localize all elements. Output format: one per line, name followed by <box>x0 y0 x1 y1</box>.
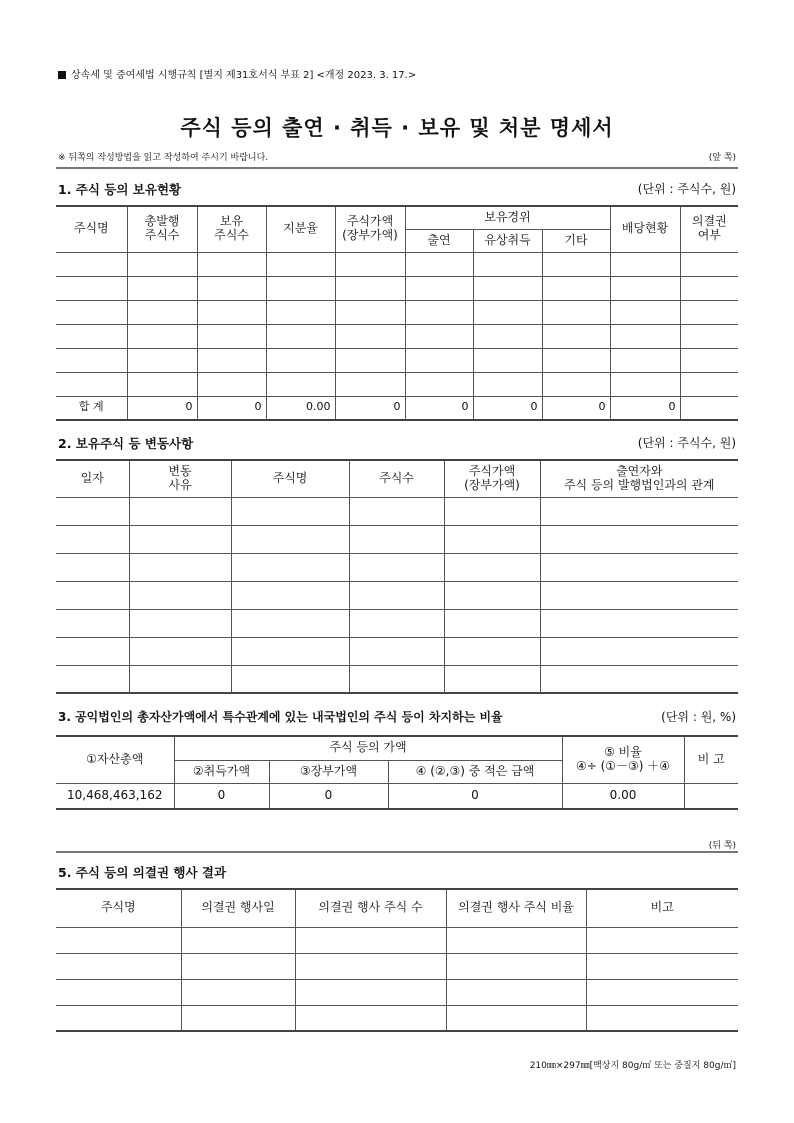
page-title: 주식 등의 출연 · 취득 · 보유 및 처분 명세서 <box>180 116 614 140</box>
table-row <box>56 252 738 276</box>
front-page-label: (앞 쪽) <box>708 153 736 163</box>
total-value <box>680 396 738 420</box>
section1-unit: (단위 : 주식수, 원) <box>637 182 736 196</box>
total-value: 0.00 <box>266 396 335 420</box>
holdings-table <box>56 205 738 421</box>
col-book-value: 주식가액 (장부가액) <box>335 206 405 252</box>
changes-table <box>56 459 738 694</box>
col-stock-name: 주식명 <box>56 889 181 927</box>
table-row <box>56 276 738 300</box>
ratio-table <box>56 735 738 810</box>
voting-table <box>56 888 738 1032</box>
col-reason: 변동 사유 <box>129 460 231 497</box>
table-row <box>56 581 738 609</box>
total-value: 0 <box>197 396 266 420</box>
table-row <box>56 609 738 637</box>
col-stock-name: 주식명 <box>231 460 349 497</box>
remarks-value <box>684 783 738 809</box>
total-label: 합 계 <box>56 396 127 420</box>
col-book-value: ③장부가액 <box>269 760 388 783</box>
col-other: 기타 <box>542 229 610 252</box>
col-remarks: 비고 <box>586 889 738 927</box>
section2-title: 2. 보유주식 등 변동사항 <box>58 436 194 451</box>
col-remarks: 비 고 <box>684 736 738 783</box>
table-row <box>56 497 738 525</box>
col-total-assets: ①자산총액 <box>56 736 174 783</box>
col-vote-shares: 의결권 행사 주식 수 <box>295 889 446 927</box>
col-total-issued: 총발행 주식수 <box>127 206 197 252</box>
table-row <box>56 927 738 953</box>
table-row <box>56 553 738 581</box>
total-value: 0 <box>610 396 680 420</box>
back-page-label: (뒤 쪽) <box>708 841 736 851</box>
col-vote-date: 의결권 행사일 <box>181 889 295 927</box>
table-row <box>56 637 738 665</box>
col-ratio: ⑤ 비율 ④÷ (①－③) ＋④ <box>562 736 684 783</box>
col-voting: 의결권 여부 <box>680 206 738 252</box>
total-assets-value: 10,468,463,162 <box>56 783 174 809</box>
square-bullet-icon <box>58 71 66 79</box>
table-row <box>56 783 738 809</box>
total-value: 0 <box>542 396 610 420</box>
table-row <box>56 1005 738 1031</box>
table-row <box>56 953 738 979</box>
col-shares: 주식수 <box>349 460 444 497</box>
acquisition-value: 0 <box>174 783 269 809</box>
table-row <box>56 300 738 324</box>
col-vote-ratio: 의결권 행사 주식 비율 <box>446 889 586 927</box>
table-row <box>56 372 738 396</box>
book-value: 0 <box>269 783 388 809</box>
table-row <box>56 324 738 348</box>
form-reference: 상속세 및 증여세법 시행규칙 [별지 제31호서식 부표 2] <개정 2023. 3. 17.> <box>58 66 416 81</box>
col-paid: 유상취득 <box>473 229 542 252</box>
divider <box>56 851 738 853</box>
total-value: 0 <box>127 396 197 420</box>
col-held: 보유 주식수 <box>197 206 266 252</box>
col-relationship: 출연자와 주식 등의 발행법인과의 관계 <box>540 460 738 497</box>
table-row <box>56 348 738 372</box>
col-acquisition-value: ②취득가액 <box>174 760 269 783</box>
total-value: 0 <box>473 396 542 420</box>
col-book-value: 주식가액 (장부가액) <box>444 460 540 497</box>
section3-unit: (단위 : 원, %) <box>661 710 736 724</box>
total-value: 0 <box>405 396 473 420</box>
total-value: 0 <box>335 396 405 420</box>
col-stock-value: 주식 등의 가액 <box>174 736 562 760</box>
instruction-notice: ※ 뒤쪽의 작성방법을 읽고 작성하여 주시기 바랍니다. <box>58 153 269 163</box>
section5-title: 5. 주식 등의 의결권 행사 결과 <box>58 865 227 880</box>
col-dividend: 배당현황 <box>610 206 680 252</box>
lesser-amount-value: 0 <box>388 783 562 809</box>
col-date: 일자 <box>56 460 129 497</box>
ratio-value: 0.00 <box>562 783 684 809</box>
col-ratio: 지분율 <box>266 206 335 252</box>
col-contribution: 출연 <box>405 229 473 252</box>
paper-spec: 210㎜×297㎜[백상지 80g/㎡ 또는 중질지 80g/㎡] <box>529 1061 736 1071</box>
col-lesser-amount: ④ (②,③) 중 적은 금액 <box>388 760 562 783</box>
section3-title: 3. 공익법인의 총자산가액에서 특수관계에 있는 내국법인의 주식 등이 차지하는 비율 <box>58 710 503 724</box>
section2-unit: (단위 : 주식수, 원) <box>637 436 736 450</box>
section1-title: 1. 주식 등의 보유현황 <box>58 182 182 197</box>
total-row <box>56 396 738 420</box>
col-stock-name: 주식명 <box>56 206 127 252</box>
col-acquisition: 보유경위 <box>405 206 610 229</box>
divider <box>56 167 738 169</box>
table-row <box>56 979 738 1005</box>
table-row <box>56 525 738 553</box>
table-row <box>56 665 738 693</box>
